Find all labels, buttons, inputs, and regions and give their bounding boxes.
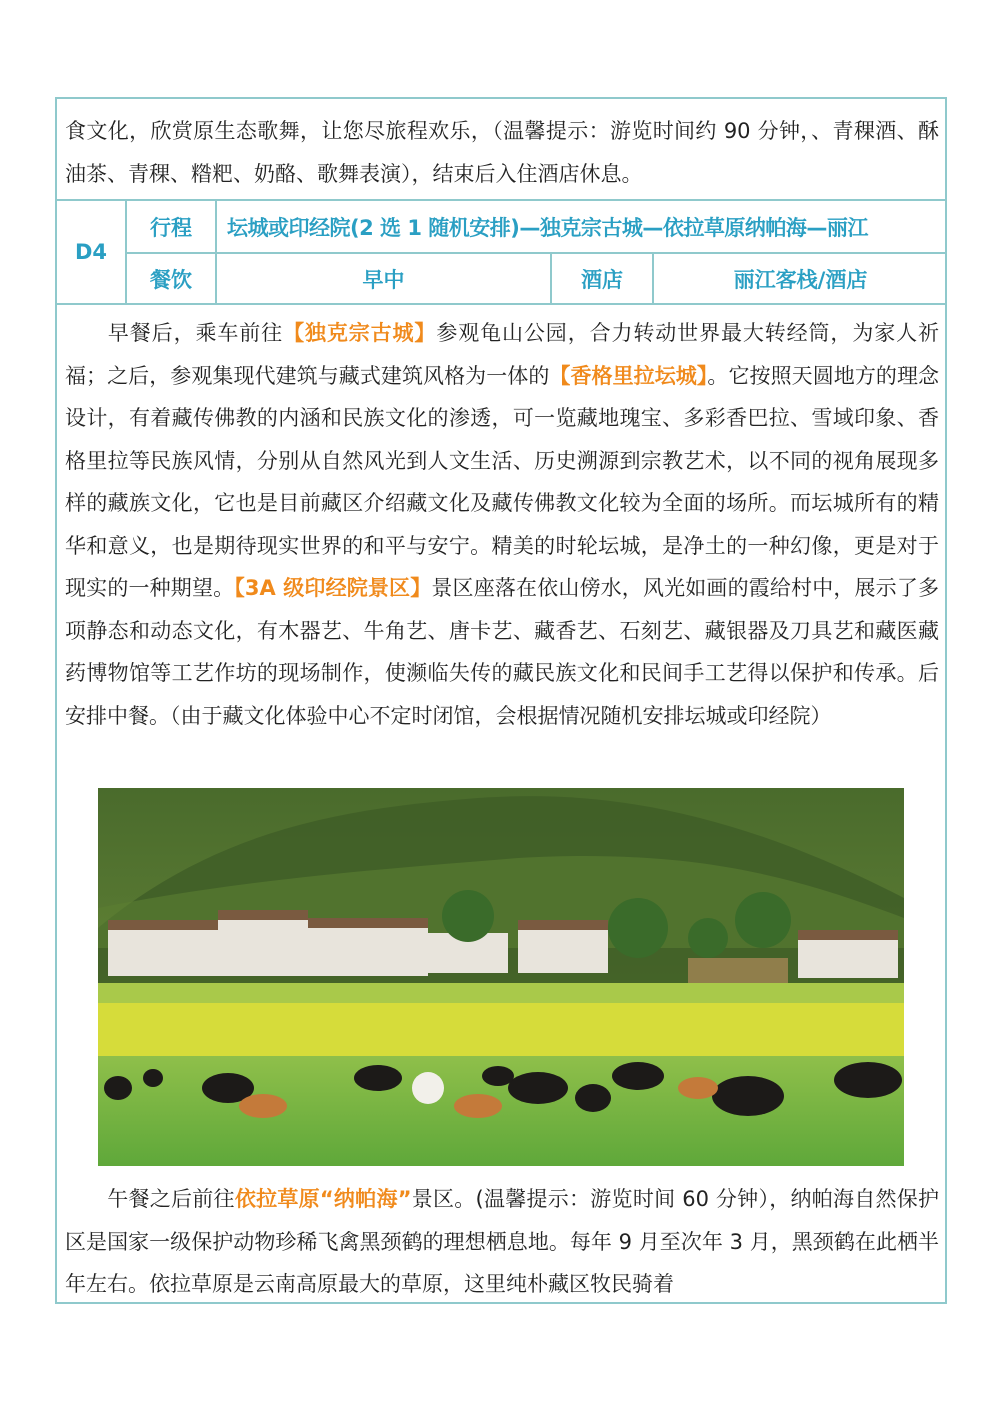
afternoon-paragraph [65,1178,939,1306]
meal-value: 早中 [362,267,405,292]
day-label: D4 [74,240,108,264]
highlight-yinjingyuan: 【3A 级印经院景区】 [234,576,432,600]
day-description [65,312,939,737]
body-text: 参观龟山公园，合力转动世界最大转经筒，为家人祈福；之后，参观集现代建筑与藏式建筑风格为一体的 [65,321,940,388]
body-text: 早餐后，乘车前往 [107,321,284,345]
route-label: 行程 [150,215,192,240]
hotel-label: 酒店 [581,267,623,292]
table-rule-bottom [55,303,947,305]
highlight-dukezong: 【独克宗古城】 [283,321,437,345]
hotel-value: 丽江客栈/酒店 [733,267,868,292]
route-value: 坛城或印经院(2 选 1 随机安排)—独克宗古城—依拉草原纳帕海—丽江 [227,215,868,240]
highlight-napahai: 依拉草原“纳帕海” [234,1187,412,1211]
grassland-yak-photo [98,788,904,1166]
body-text: 。它按照天圆地方的理念设计，有着藏传佛教的内涵和民族文化的渗透，可一览藏地瑰宝、多彩香巴拉、雪域印象、香格里拉等民族风情，分别从自然风光到人文生活、历史溯源到宗教艺术，以不同的视角展现多样的藏族文化，它也是目前藏区介绍藏文化及藏传佛教文化较为全面的场所。而坛城所有的精华和意义，也是期待现实世界的和平与安宁。精美的时轮坛城，是净土的一种幻像，更是对于现实的一种期望。 [65,363,940,600]
body-text: 午餐之后前往 [107,1187,235,1211]
body-text: 景区。(温馨提示：游览时间 60 分钟），纳帕海自然保护区是国家一级保护动物珍稀飞禽黑颈鹤的理想栖息地。每年 9 月至次年 3 月，黑颈鹤在此栖半年左右。依拉草原是云南高原最大的草原，这里纯朴藏区牧民骑着 [65,1187,940,1296]
intro-paragraph: 食文化，欣赏原生态歌舞，让您尽旅程欢乐，（温馨提示：游览时间约 90 分钟，、青稞酒、酥油茶、青稞、糌粑、奶酪、歌舞表演），结束后入住酒店休息。 [65,119,939,186]
body-text: 景区座落在依山傍水，风光如画的霞给村中，展示了多项静态和动态文化，有木器艺、牛角艺、唐卡艺、藏香艺、石刻艺、藏银器及刀具艺和藏医藏药博物馆等工艺作坊的现场制作，使濒临失传的藏民族文化和民间手工艺得以保护和传承。后安排中餐。（由于藏文化体验中心不定时闭馆，会根据情况随机安排坛城或印经院） [65,576,940,728]
meal-label: 餐饮 [150,267,192,292]
highlight-tancheng: 【香格里拉坛城】 [549,363,708,388]
